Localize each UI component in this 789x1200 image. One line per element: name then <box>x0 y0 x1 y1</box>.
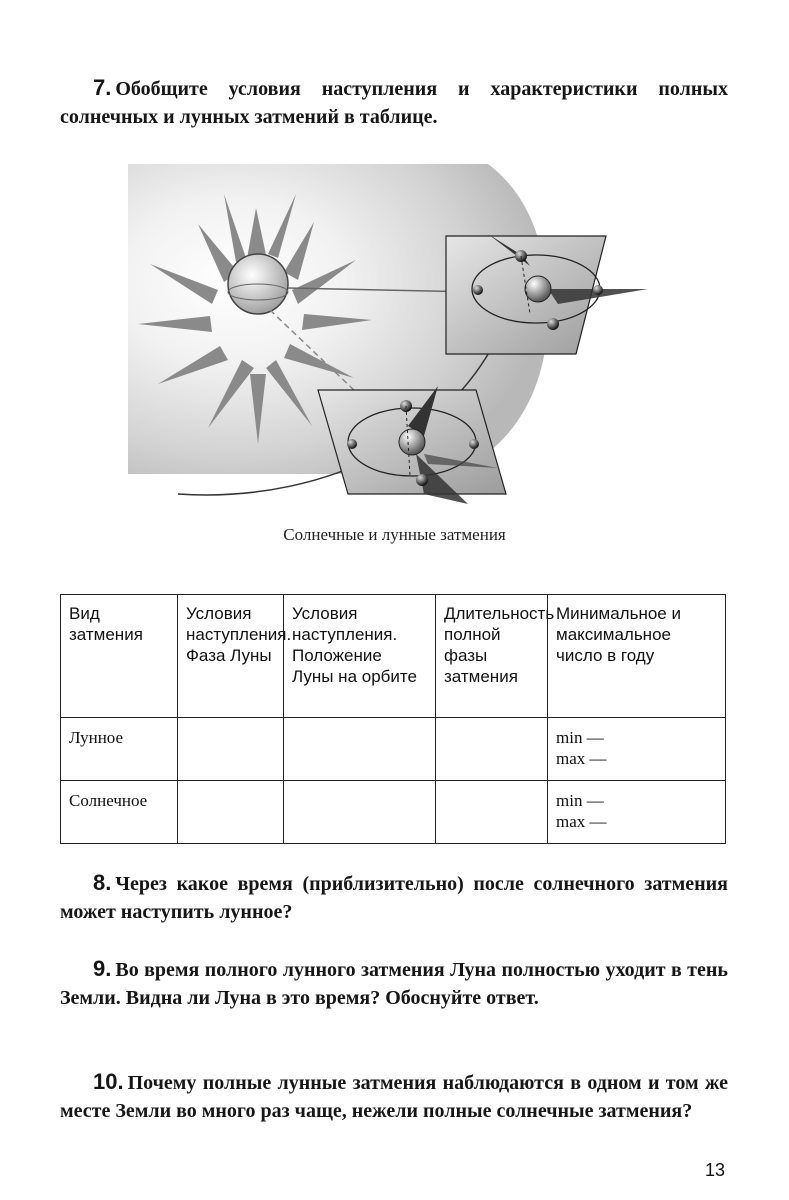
empty-cell[interactable] <box>178 781 284 844</box>
eclipse-type: Солнечное <box>61 781 178 844</box>
task-text: Обобщите условия наступления и характеристики полных солнечных и лунных затмений в таблице. <box>60 78 728 128</box>
task-7 <box>60 74 728 131</box>
moon-icon <box>469 439 479 449</box>
task-number: 10. <box>93 1069 124 1094</box>
empty-cell[interactable] <box>436 781 548 844</box>
page-number: 13 <box>704 1160 725 1180</box>
moon-icon <box>347 439 357 449</box>
upper-orbit-plane <box>446 234 648 354</box>
task-10 <box>60 1068 728 1125</box>
count-cell[interactable] <box>548 781 726 844</box>
task-number: 9. <box>93 956 112 981</box>
eclipse-diagram <box>128 164 660 504</box>
max-label: max — <box>556 812 607 831</box>
table-header-row <box>61 595 726 718</box>
table-header: Условия наступления. Положение Луны на орбите <box>284 595 436 718</box>
empty-cell[interactable] <box>178 718 284 781</box>
table-header: Длительность полной фазы затмения <box>436 595 548 718</box>
empty-cell[interactable] <box>436 718 548 781</box>
moon-icon <box>593 285 603 295</box>
max-label: max — <box>556 749 607 768</box>
moon-icon <box>547 318 559 330</box>
lower-orbit-plane <box>318 386 506 504</box>
task-text: Во время полного лунного затмения Луна полностью уходит в тень Земли. Видна ли Луна в это время? Обоснуйте ответ. <box>60 959 728 1009</box>
table-header: Вид затмения <box>61 595 178 718</box>
task-number: 8. <box>93 870 112 895</box>
table-header: Условия наступления. Фаза Луны <box>178 595 284 718</box>
eclipse-type: Лунное <box>61 718 178 781</box>
task-number: 7. <box>93 75 112 100</box>
task-8 <box>60 869 728 926</box>
earth-icon <box>525 276 551 302</box>
task-text: Почему полные лунные затмения наблюдаются в одном и том же месте Земли во много раз чаще, нежели полные солнечные затмения? <box>60 1072 728 1122</box>
count-cell[interactable] <box>548 718 726 781</box>
moon-icon <box>416 474 428 486</box>
table-row <box>61 781 726 844</box>
figure-caption: Солнечные и лунные затмения <box>283 525 506 544</box>
eclipse-table <box>60 594 726 844</box>
min-label: min — <box>556 728 604 747</box>
moon-icon <box>473 285 483 295</box>
min-label: min — <box>556 791 604 810</box>
empty-cell[interactable] <box>284 781 436 844</box>
table-row <box>61 718 726 781</box>
task-9 <box>60 955 728 1012</box>
table-header: Минимальное и максимальное число в году <box>548 595 726 718</box>
empty-cell[interactable] <box>284 718 436 781</box>
earth-icon <box>399 429 425 455</box>
task-text: Через какое время (приблизительно) после солнечного затмения может наступить лунное? <box>60 873 728 923</box>
